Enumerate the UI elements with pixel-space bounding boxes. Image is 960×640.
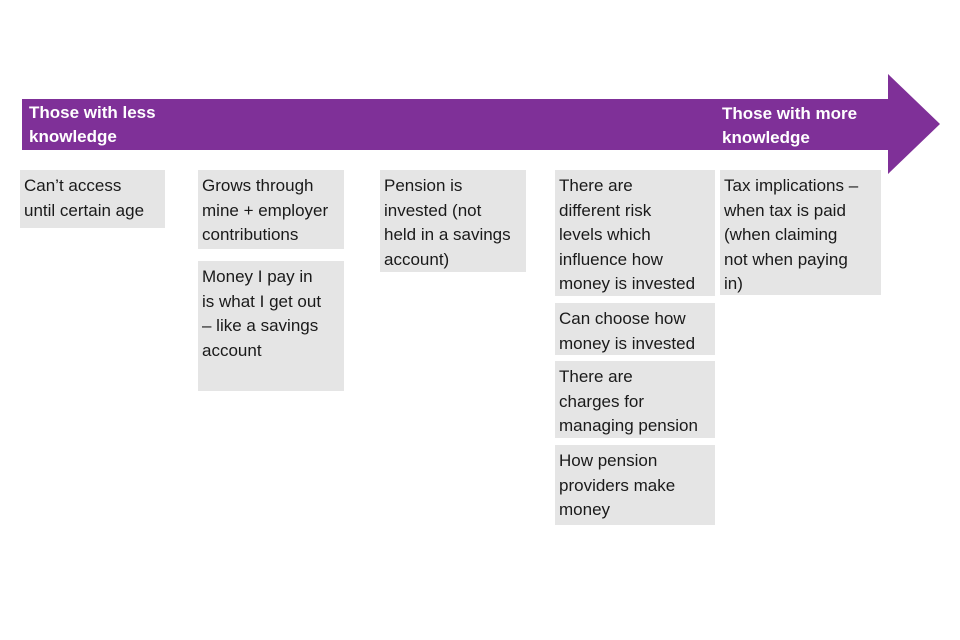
arrow-right-label: Those with more knowledge bbox=[722, 104, 858, 147]
arrow-left-label: Those with less knowledge bbox=[29, 103, 156, 146]
box-providers-money: How pension providers make money bbox=[555, 445, 715, 525]
box-tax-implications: Tax implications – when tax is paid (when claiming not when paying in) bbox=[720, 170, 881, 295]
box-grows-through: Grows through mine + employer contributions bbox=[198, 170, 344, 249]
box-charges: There are charges for managing pension bbox=[555, 361, 715, 438]
box-money-i-pay-in: Money I pay in is what I get out – like a savings account bbox=[198, 261, 344, 391]
box-pension-invested: Pension is invested (not held in a savings account) bbox=[380, 170, 526, 272]
box-choose-investment: Can choose how money is invested bbox=[555, 303, 715, 355]
box-risk-levels: There are different risk levels which influence how money is invested bbox=[555, 170, 715, 296]
box-cant-access: Can’t access until certain age bbox=[20, 170, 165, 228]
